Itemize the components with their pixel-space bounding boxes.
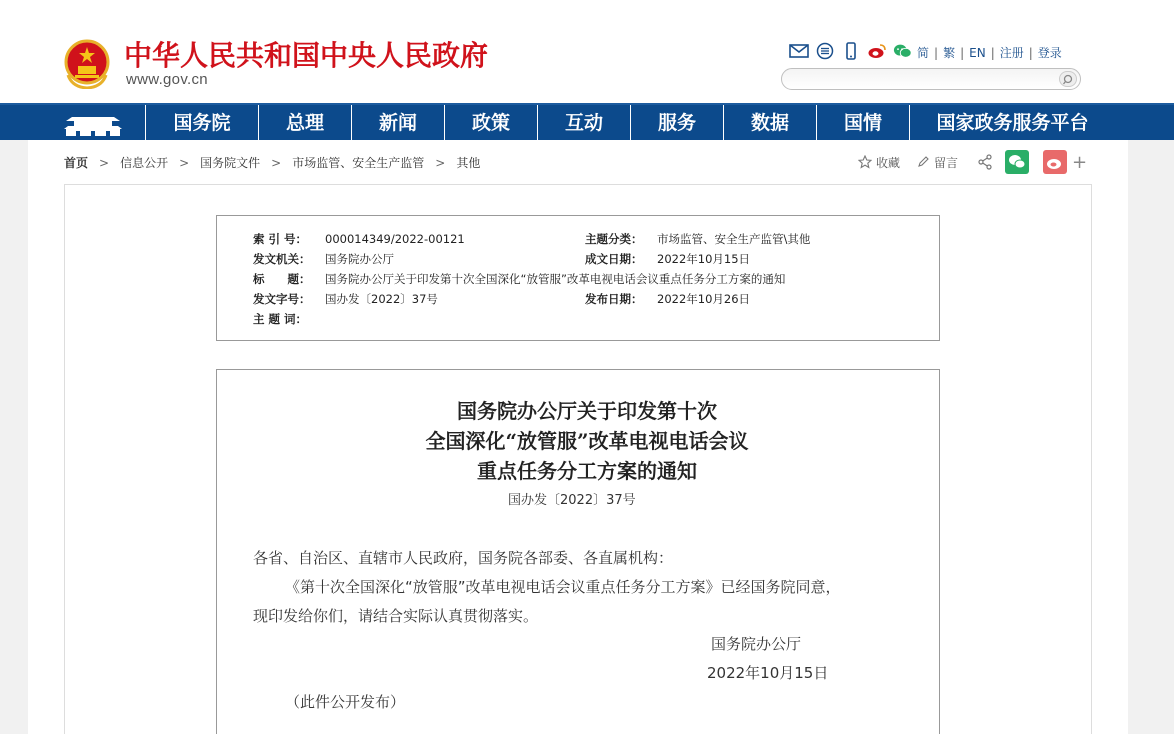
star-icon: [858, 155, 872, 169]
main-nav: [0, 103, 1174, 140]
meta-topic: 主题分类： 市场监管、安全生产监管\其他: [585, 232, 811, 246]
search-box: [781, 68, 1081, 90]
pencil-icon: [916, 155, 930, 169]
document-number: 国办发〔2022〕37号: [508, 493, 636, 508]
signature: 国务院办公厅: [711, 635, 802, 653]
favorite-button[interactable]: [858, 154, 900, 171]
chevron-right-icon: >: [179, 155, 190, 170]
document-metadata: [216, 215, 940, 341]
document-title-line: 全国深化“放管服”改革电视电话会议: [425, 429, 749, 453]
wechat-share-icon[interactable]: [1005, 150, 1029, 174]
register-link[interactable]: 注册: [999, 46, 1024, 60]
meta-keywords: 主 题 词：: [253, 312, 308, 326]
site-url: www.gov.cn: [126, 71, 208, 88]
separator: |: [1028, 45, 1033, 60]
separator: |: [990, 45, 995, 60]
body-paragraph: 《第十次全国深化“放管服”改革电视电话会议重点任务分工方案》已经国务院同意，: [285, 578, 841, 596]
salutation: 各省、自治区、直辖市人民政府，国务院各部委、各直属机构：: [253, 549, 674, 567]
meta-title: 标 题： 国务院办公厅关于印发第十次全国深化“放管服”改革电视电话会议重点任务分工方案的通知: [253, 272, 786, 286]
nav-home-button[interactable]: [58, 105, 146, 142]
chevron-right-icon: >: [435, 155, 446, 170]
separator: |: [960, 45, 965, 60]
breadcrumb-item[interactable]: 国务院文件: [200, 156, 261, 170]
language-links: [917, 44, 1062, 61]
share-icon[interactable]: [977, 154, 993, 170]
more-share-icon[interactable]: +: [1072, 151, 1088, 173]
nav-item-national-info[interactable]: 国情: [816, 105, 909, 142]
nav-item-data[interactable]: 数据: [723, 105, 816, 142]
comment-button[interactable]: [916, 154, 958, 171]
document-title-line: 重点任务分工方案的通知: [477, 459, 697, 483]
comment-label: 留言: [934, 155, 959, 170]
lang-traditional-link[interactable]: 繁: [943, 46, 956, 60]
nav-item-state-council[interactable]: 国务院: [145, 105, 258, 142]
document-title-line: 国务院办公厅关于印发第十次: [457, 399, 717, 423]
nav-item-news[interactable]: 新闻: [351, 105, 444, 142]
breadcrumb-item[interactable]: 其他: [456, 156, 481, 170]
meta-index: 索 引 号： 000014349/2022-00121: [253, 232, 465, 246]
search-icon: [1060, 73, 1076, 87]
nav-item-premier[interactable]: 总理: [258, 105, 351, 142]
site-header: [0, 0, 1174, 103]
search-input[interactable]: [792, 71, 1052, 87]
top-icon-bar: [789, 42, 913, 60]
wechat-icon[interactable]: [893, 42, 913, 60]
nav-item-services[interactable]: 服务: [630, 105, 723, 142]
national-emblem-icon[interactable]: [64, 39, 110, 89]
meta-docno: 发文字号： 国办发〔2022〕37号: [253, 292, 438, 306]
chevron-right-icon: >: [99, 155, 110, 170]
separator: |: [934, 45, 939, 60]
tiananmen-icon: [62, 109, 124, 139]
mail-icon[interactable]: [789, 42, 809, 60]
publication-note: （此件公开发布）: [285, 693, 406, 711]
breadcrumb-item[interactable]: 信息公开: [120, 156, 169, 170]
favorite-label: 收藏: [876, 155, 901, 170]
site-title[interactable]: 中华人民共和国中央人民政府: [124, 39, 489, 72]
nav-item-service-platform[interactable]: 国家政务服务平台: [909, 105, 1115, 142]
article-tools: [858, 150, 1087, 174]
document-title: [0, 396, 1174, 486]
weibo-share-icon[interactable]: [1043, 150, 1067, 174]
mobile-icon[interactable]: [841, 42, 861, 60]
search-button[interactable]: [1059, 71, 1077, 87]
signature-date: 2022年10月15日: [707, 664, 829, 682]
breadcrumb: [64, 154, 480, 171]
chevron-right-icon: >: [271, 155, 282, 170]
nav-item-policies[interactable]: 政策: [444, 105, 537, 142]
breadcrumb-home-link[interactable]: 首页: [64, 156, 89, 170]
lang-english-link[interactable]: EN: [969, 45, 986, 60]
weibo-icon[interactable]: [867, 42, 887, 60]
lang-simplified-link[interactable]: 简: [917, 46, 930, 60]
meta-published: 发布日期： 2022年10月26日: [585, 292, 751, 306]
rss-icon[interactable]: [815, 42, 835, 60]
meta-issuer: 发文机关： 国务院办公厅: [253, 252, 394, 266]
nav-item-interaction[interactable]: 互动: [537, 105, 630, 142]
body-paragraph: 现印发给你们，请结合实际认真贯彻落实。: [253, 607, 539, 625]
meta-created: 成文日期： 2022年10月15日: [585, 252, 751, 266]
breadcrumb-item[interactable]: 市场监管、安全生产监管: [292, 156, 425, 170]
login-link[interactable]: 登录: [1037, 46, 1062, 60]
